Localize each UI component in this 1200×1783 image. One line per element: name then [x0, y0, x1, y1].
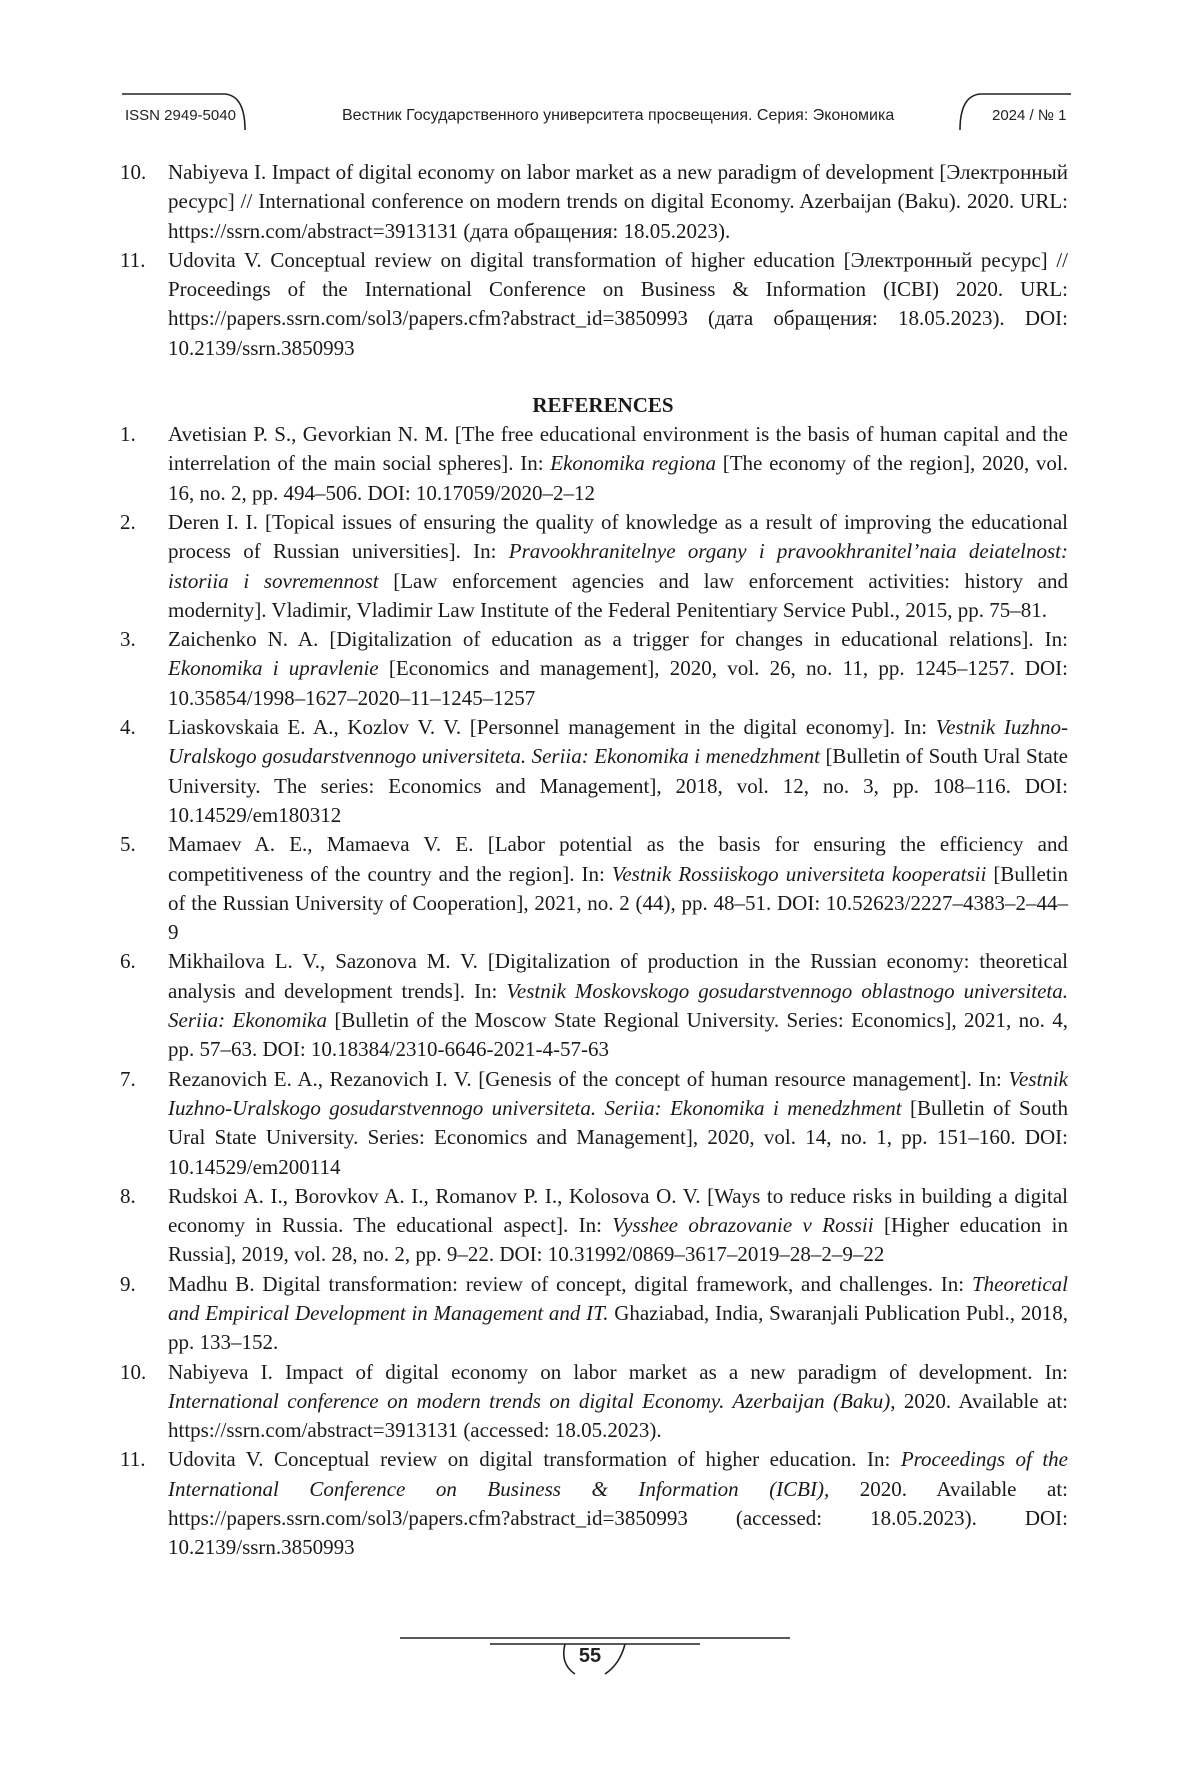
reference-text: Deren I. I. [Topical issues of ensuring the quality of knowledge as a result of improving the educational process of Russian universities]. In:: [168, 510, 1068, 563]
running-header: [0, 0, 1200, 160]
reference-text: Madhu B. Digital transformation: review of concept, digital framework, and challenges. In:: [168, 1272, 972, 1296]
reference-text: Rudskoi A. I., Borovkov A. I., Romanov P. I., Kolosova O. V. [Ways to reduce risks in building a digital economy in Russia. The educational aspect]. In:: [168, 1184, 1068, 1237]
reference-number: 3.: [120, 625, 136, 654]
reference-text: 2020. Available at: https://ssrn.com/abstract=3913131 (accessed: 18.05.2023).: [168, 1389, 1068, 1442]
reference-source-title: International conference on modern trends on digital Economy. Azerbaijan (Baku),: [168, 1389, 895, 1413]
reference-text: [Higher education in Russia], 2019, vol. 28, no. 2, pp. 9–22. DOI: 10.31992/0869–3617–2019–28–2–9–22: [168, 1213, 1068, 1266]
reference-number: 11.: [120, 1445, 145, 1474]
reference-item: [120, 158, 1068, 246]
reference-source-title: Pravookhranitelnye organy i pravookhranitel’naia deiatelnost: istoriia i sovremennost: [168, 539, 1068, 592]
reference-text: Mamaev A. E., Mamaeva V. E. [Labor potential as the basis for ensuring the efficiency and competitiveness of the country and the region]. In:: [168, 832, 1068, 885]
reference-item: [120, 713, 1068, 830]
page-footer: [0, 1620, 1200, 1720]
reference-number: 4.: [120, 713, 136, 742]
references-heading: REFERENCES: [120, 391, 1068, 420]
reference-source-title: Vestnik Rossiiskogo universiteta kooperatsii: [612, 862, 986, 886]
reference-source-title: Vestnik Iuzhno-Uralskogo gosudarstvennogo universiteta. Seriia: Ekonomika i menedzhment: [168, 715, 1068, 768]
reference-text: Udovita V. Conceptual review on digital transformation of higher education. In:: [168, 1447, 901, 1471]
reference-text: Nabiyeva I. Impact of digital economy on labor market as a new paradigm of development [Электронный ресурс] // International conference on modern trends on digital Economy. Azerbaijan (Baku). 2020. URL: https://ssrn.com/abstract=3913131 (дата обращения: 18.05.2023).: [168, 160, 1068, 243]
reference-number: 7.: [120, 1065, 136, 1094]
reference-number: 5.: [120, 830, 136, 859]
reference-text: [Law enforcement agencies and law enforcement activities: history and modernity]. Vladimir, Vladimir Law Institute of the Federal Penitentiary Service Publ., 2015, pp. 75–81.: [168, 569, 1068, 622]
journal-title: Вестник Государственного университета просвещения. Серия: Экономика: [342, 107, 862, 125]
footer-ornament: [0, 1620, 1200, 1720]
reference-number: 1.: [120, 420, 136, 449]
reference-source-title: Vestnik Moskovskogo gosudarstvennogo oblastnogo universiteta. Seriia: Ekonomika: [168, 979, 1068, 1032]
reference-item: [120, 1358, 1068, 1446]
russian-references-tail: [120, 158, 1068, 363]
reference-text: Ghaziabad, India, Swaranjali Publication Publ., 2018, pp. 133–152.: [168, 1301, 1068, 1354]
reference-source-title: Theoretical and Empirical Development in Management and IT.: [168, 1272, 1068, 1325]
reference-source-title: Ekonomika i upravlenie: [168, 656, 379, 680]
reference-number: 2.: [120, 508, 136, 537]
reference-number: 10.: [120, 1358, 146, 1387]
reference-text: Zaichenko N. A. [Digitalization of education as a trigger for changes in educational relations]. In:: [168, 627, 1068, 651]
reference-text: [Bulletin of South Ural State University. The series: Economics and Management], 2018, vol. 12, no. 3, pp. 108–116. DOI: 10.14529/em180312: [168, 744, 1068, 827]
reference-item: [120, 625, 1068, 713]
reference-number: 8.: [120, 1182, 136, 1211]
page-content: [120, 158, 1068, 1563]
reference-text: [Economics and management], 2020, vol. 26, no. 11, pp. 1245–1257. DOI: 10.35854/1998–1627–2020–11–1245–1257: [168, 656, 1068, 709]
reference-text: Mikhailova L. V., Sazonova M. V. [Digitalization of production in the Russian economy: theoretical analysis and development trends]. In:: [168, 949, 1068, 1002]
reference-item: [120, 246, 1068, 363]
reference-text: [Bulletin of South Ural State University. Series: Economics and Management], 2020, vol. 14, no. 1, pp. 151–160. DOI: 10.14529/em200114: [168, 1096, 1068, 1179]
reference-item: [120, 508, 1068, 625]
reference-number: 9.: [120, 1270, 136, 1299]
reference-text: Avetisian P. S., Gevorkian N. M. [The free educational environment is the basis of human capital and the interrelation of the main social spheres]. In:: [168, 422, 1068, 475]
reference-text: Rezanovich E. A., Rezanovich I. V. [Genesis of the concept of human resource management]. In:: [168, 1067, 1009, 1091]
reference-text: Liaskovskaia E. A., Kozlov V. V. [Personnel management in the digital economy]. In:: [168, 715, 936, 739]
reference-text: [Bulletin of the Russian University of Cooperation], 2021, no. 2 (44), pp. 48–51. DOI: 10.52623/2227–4383–2–44–9: [168, 862, 1068, 945]
reference-item: [120, 420, 1068, 508]
reference-source-title: Ekonomika regiona: [550, 451, 716, 475]
reference-number: 10.: [120, 158, 146, 187]
reference-number: 6.: [120, 947, 136, 976]
reference-item: [120, 947, 1068, 1064]
reference-source-title: Proceedings of the International Conference on Business & Information (ICBI),: [168, 1447, 1068, 1500]
page-number: 55: [565, 1645, 615, 1668]
reference-item: [120, 830, 1068, 947]
reference-text: Nabiyeva I. Impact of digital economy on labor market as a new paradigm of development. In:: [168, 1360, 1068, 1384]
header-frame-lines: [0, 0, 1200, 160]
issn-label: ISSN 2949-5040: [125, 107, 236, 124]
reference-text: Udovita V. Conceptual review on digital transformation of higher education [Электронный ресурс] // Proceedings of the International Conference on Business & Information (ICBI) 2020. URL: https://papers.ssrn.com/sol3/papers.cfm?abstract_id=3850993 (дата обращения: 18.05.2023). DOI: 10.2139/ssrn.3850993: [168, 248, 1068, 360]
reference-item: [120, 1065, 1068, 1182]
reference-number: 11.: [120, 246, 145, 275]
reference-text: [Bulletin of the Moscow State Regional University. Series: Economics], 2021, no. 4, pp. 57–63. DOI: 10.18384/2310-6646-2021-4-57-63: [168, 1008, 1068, 1061]
reference-source-title: Vysshee obrazovanie v Rossii: [612, 1213, 873, 1237]
reference-item: [120, 1182, 1068, 1270]
reference-text: 2020. Available at: https://papers.ssrn.com/sol3/papers.cfm?abstract_id=3850993 (accessed: 18.05.2023). DOI: 10.2139/ssrn.3850993: [168, 1477, 1068, 1560]
reference-text: [The economy of the region], 2020, vol. 16, no. 2, pp. 494–506. DOI: 10.17059/2020–2–12: [168, 451, 1068, 504]
year-issue-label: 2024 / № 1: [992, 107, 1066, 124]
reference-source-title: Vestnik Iuzhno-Uralskogo gosudarstvennogo universiteta. Seriia: Ekonomika i menedzhment: [168, 1067, 1068, 1120]
reference-item: [120, 1270, 1068, 1358]
references-list: [120, 420, 1068, 1563]
reference-item: [120, 1445, 1068, 1562]
